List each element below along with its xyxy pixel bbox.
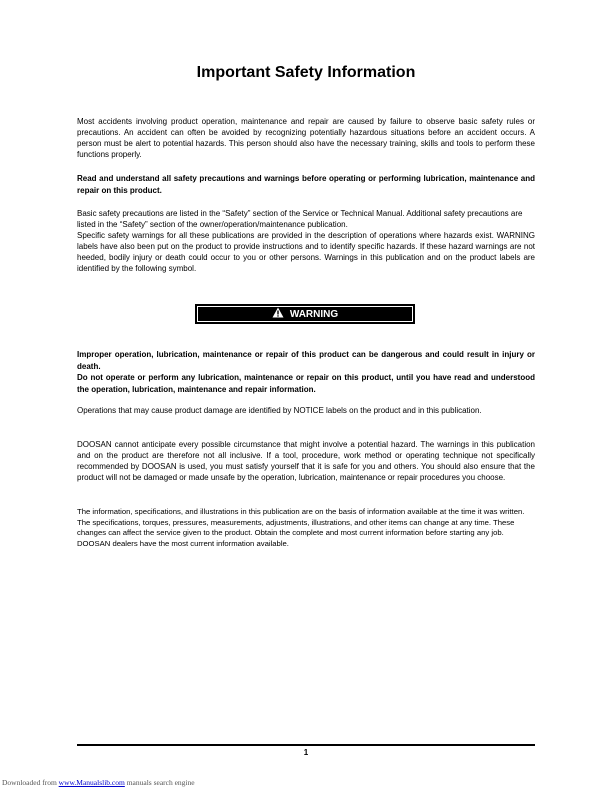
warning-banner [195,304,415,324]
danger-paragraph: Improper operation, lubrication, maintenance or repair of this product can be dangerous and could result in injury or death. [77,350,535,371]
basic-safety-paragraph: Basic safety precautions are listed in the “Safety” section of the Service or Technical Manual. Additional safety precautions are listed in the “Safety” section of the owner/operation/maintenance publication. [77,209,523,229]
intro-paragraph: Most accidents involving product operation, maintenance and repair are caused by failure to observe basic safety rules or precautions. An accident can often be avoided by recognizing potentially hazardous situations before an accident occurs. A person must be alert to potential hazards. This person should also have the necessary training, skills and tools to perform these functions properly. [77,117,535,159]
information-paragraph: The information, specifications, and illustrations in this publication are on the basis of information available at the time it was written. The specifications, torques, pressures, measurements, adjustments, illustrations, and other items can change at any time. These changes can affect the service given to the product. Obtain the complete and most current information before starting any job. DOOSAN dealers have the most current information available. [77,507,525,548]
notice-paragraph: Operations that may cause product damage are identified by NOTICE labels on the product and in this publication. [77,406,482,415]
download-notice [2,778,195,787]
page-title: Important Safety Information [196,64,416,81]
basic-safety-section [77,208,535,274]
danger-section [77,349,535,395]
specific-warnings-paragraph: Specific safety warnings for all these publications are provided in the description of operations where hazards exist. WARNING labels have also been put on the product to provide instructions and to identify specific hazards. If these hazard warnings are not heeded, bodily injury or death could occur to you or other persons. Warnings in this publication and on the product labels are identified by the following symbol. [77,231,535,273]
warning-label: WARNING [289,308,339,320]
manualslib-link[interactable]: www.Manualslib.com [58,778,125,787]
download-prefix: Downloaded from [2,778,57,787]
read-understand-paragraph: Read and understand all safety precautions and warnings before operating or performing lubrication, maintenance and repair on this product. [77,174,535,195]
warning-triangle-icon [272,307,284,321]
download-suffix: manuals search engine [126,778,195,787]
warning-banner-content [272,307,338,321]
doosan-paragraph: DOOSAN cannot anticipate every possible circumstance that might involve a potential hazard. The warnings in this publication and on the product are therefore not all inclusive. If a tool, procedure, work method or operating technique not specifically recommended by DOOSAN is used, you must satisfy yourself that it is safe for you and others. You should also ensure that the product will not be damaged or made unsafe by the operation, lubrication, maintenance or repair procedures you choose. [77,440,535,482]
do-not-operate-paragraph: Do not operate or perform any lubrication, maintenance or repair on this product, until you have read and understood the operation, lubrication, maintenance and repair information. [77,373,535,394]
page-number: 1 [303,748,309,757]
footer-divider [77,744,535,746]
